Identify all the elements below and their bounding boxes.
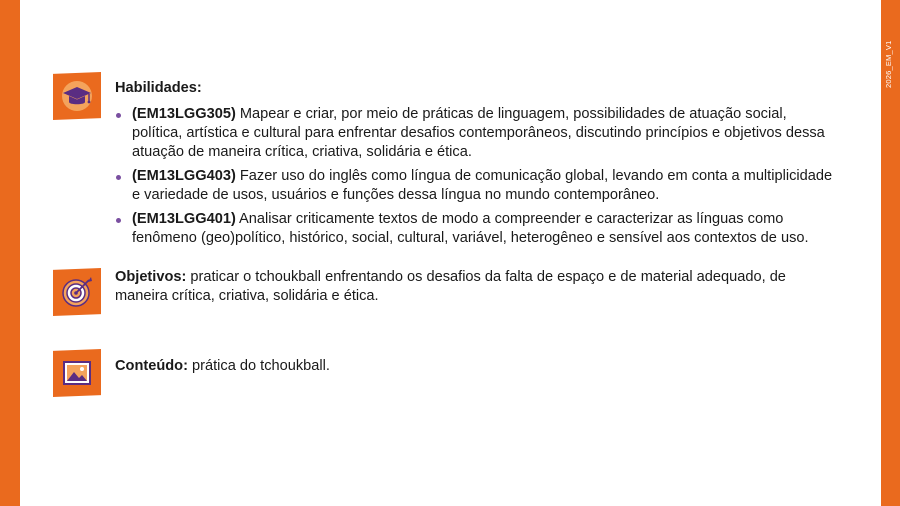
image-icon bbox=[53, 349, 101, 397]
objetivos-label: Objetivos: bbox=[115, 269, 187, 285]
skill-text: Mapear e criar, por meio de práticas de linguagem, possibilidades de atuação social, política, artística e cultural para enfrentar desafios contemporâneos, discutindo princípios e objetivos dessa atuação de maneira crítica, criativa, solidária e ética. bbox=[132, 106, 825, 160]
list-item bbox=[115, 210, 835, 248]
right-accent-bar bbox=[881, 0, 900, 506]
conteudo-text: prática do tchoukball. bbox=[187, 358, 330, 374]
habilidades-heading: Habilidades: bbox=[115, 80, 202, 96]
skill-text: Fazer uso do inglês como língua de comunicação global, levando em conta a multiplicidade e variedade de usos, usuários e funções dessa língua no mundo contemporâneo. bbox=[132, 168, 833, 203]
objetivos-text: praticar o tchoukball enfrentando os desafios da falta de espaço e de material adequado, de maneira crítica, criativa, solidária e ética. bbox=[115, 269, 786, 304]
habilidades-section bbox=[115, 79, 835, 253]
skill-code: (EM13LGG401) bbox=[132, 211, 236, 227]
bullet-icon bbox=[116, 175, 121, 180]
bullet-icon bbox=[116, 218, 121, 223]
skills-list bbox=[115, 105, 835, 248]
left-accent-bar bbox=[0, 0, 20, 506]
conteudo-section bbox=[115, 357, 835, 376]
list-item bbox=[115, 167, 835, 205]
objetivos-section bbox=[115, 268, 835, 306]
skill-code: (EM13LGG305) bbox=[132, 106, 236, 122]
conteudo-label: Conteúdo: bbox=[115, 358, 188, 374]
side-code: 2026_EM_V1 bbox=[884, 40, 893, 88]
bullet-icon bbox=[116, 113, 121, 118]
skill-text: Analisar criticamente textos de modo a compreender e caracterizar as línguas como fenômeno (geo)político, histórico, social, cultural, variável, heterogêneo e sensível aos contextos de uso. bbox=[132, 211, 809, 246]
skill-code: (EM13LGG403) bbox=[132, 168, 236, 184]
graduation-cap-icon bbox=[53, 72, 101, 120]
target-icon bbox=[53, 268, 101, 316]
list-item bbox=[115, 105, 835, 162]
